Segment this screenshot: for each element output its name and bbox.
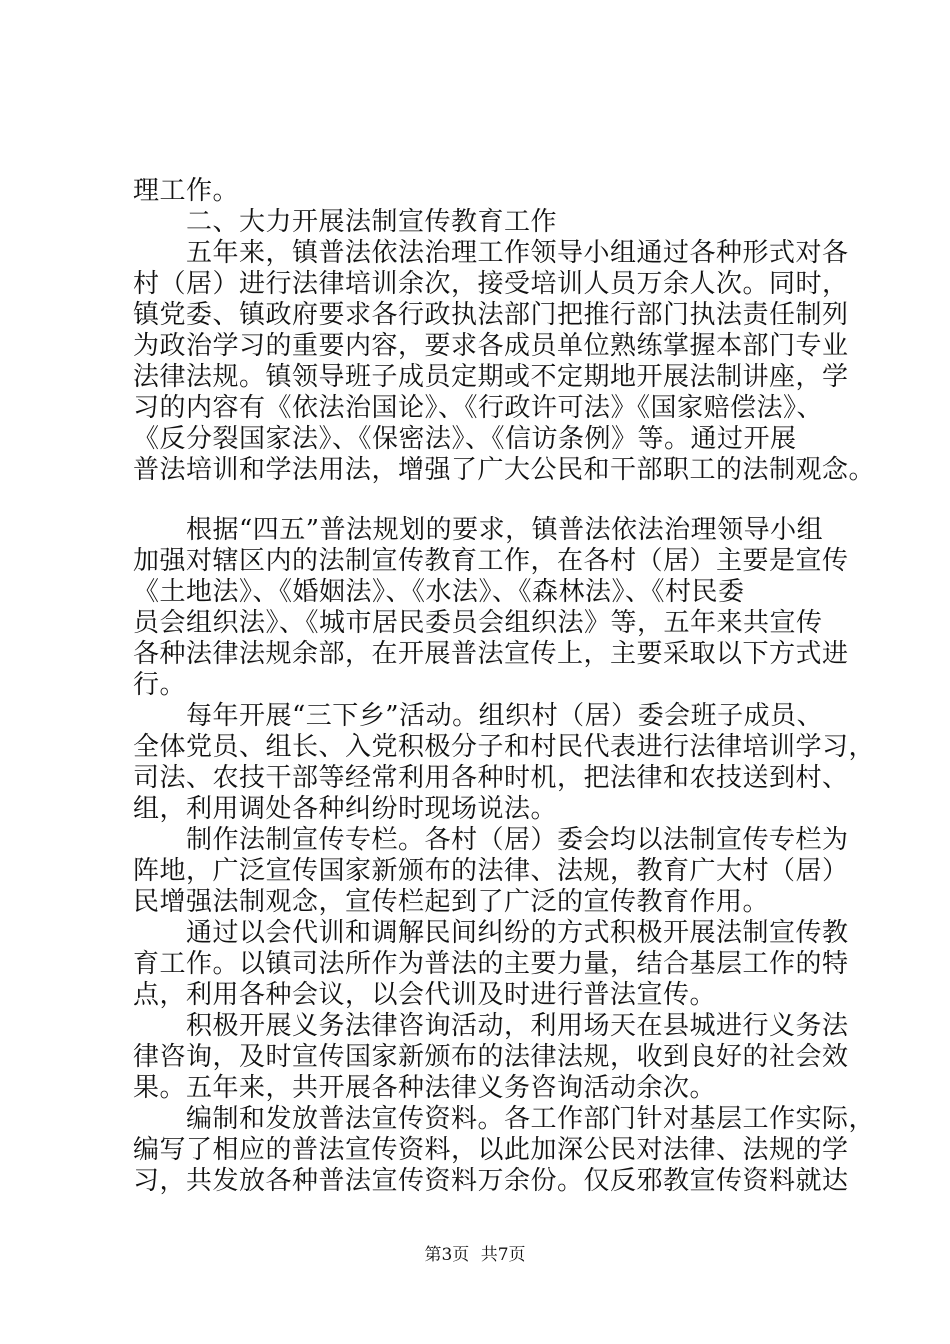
text-line: 员会组织法》、《城市居民委员会组织法》等，五年来共宣传 bbox=[133, 608, 823, 638]
text-line: 民增强法制观念，宣传栏起到了广泛的宣传教育作用。 bbox=[133, 887, 770, 917]
text-line: 理工作。 bbox=[133, 176, 240, 206]
text-line: 行。 bbox=[133, 670, 187, 700]
text-line: 制作法制宣传专栏。各村（居）委会均以法制宣传专栏为 bbox=[133, 825, 849, 855]
text-line: 律咨询，及时宣传国家新颁布的法律法规，收到良好的社会效 bbox=[133, 1042, 849, 1072]
text-line: 每年开展“三下乡”活动。组织村（居）委会班子成员、 bbox=[133, 701, 824, 731]
text-line: 通过以会代训和调解民间纠纷的方式积极开展法制宣传教 bbox=[133, 918, 849, 948]
text-line: 习，共发放各种普法宣传资料万余份。仅反邪教宣传资料就达 bbox=[133, 1166, 849, 1196]
page-footer bbox=[0, 1244, 950, 1266]
page-number: 第3页 bbox=[424, 1245, 470, 1265]
text-line: 全体党员、组长、入党积极分子和村民代表进行法律培训学习， bbox=[133, 732, 876, 762]
text-line: 为政治学习的重要内容，要求各成员单位熟练掌握本部门专业 bbox=[133, 331, 849, 361]
text-line: 各种法律法规余部，在开展普法宣传上，主要采取以下方式进 bbox=[133, 639, 849, 669]
text-line: 编写了相应的普法宣传资料，以此加深公民对法律、法规的学 bbox=[133, 1135, 849, 1165]
total-pages: 共7页 bbox=[480, 1245, 526, 1265]
text-line: 镇党委、镇政府要求各行政执法部门把推行部门执法责任制列 bbox=[133, 300, 849, 330]
text-line: 组，利用调处各种纠纷时现场说法。 bbox=[133, 794, 558, 824]
text-line: 积极开展义务法律咨询活动，利用场天在县城进行义务法 bbox=[133, 1011, 849, 1041]
text-line: 点，利用各种会议，以会代训及时进行普法宣传。 bbox=[133, 980, 717, 1010]
text-line: 司法、农技干部等经常利用各种时机，把法律和农技送到村、 bbox=[133, 763, 849, 793]
section-heading: 二、大力开展法制宣传教育工作 bbox=[133, 207, 558, 237]
text-line: 编制和发放普法宣传资料。各工作部门针对基层工作实际， bbox=[133, 1104, 876, 1134]
text-line: 五年来，镇普法依法治理工作领导小组通过各种形式对各 bbox=[133, 238, 849, 268]
text-line: 法律法规。镇领导班子成员定期或不定期地开展法制讲座，学 bbox=[133, 362, 849, 392]
text-line: 《反分裂国家法》、《保密法》、《信访条例》等。通过开展 bbox=[133, 424, 797, 454]
text-line: 加强对辖区内的法制宣传教育工作，在各村（居）主要是宣传 bbox=[133, 546, 849, 576]
text-line: 习的内容有《依法治国论》、《行政许可法》《国家赔偿法》、 bbox=[133, 393, 824, 423]
text-line: 村（居）进行法律培训余次，接受培训人员万余人次。同时， bbox=[133, 269, 849, 299]
text-line: 果。五年来，共开展各种法律义务咨询活动余次。 bbox=[133, 1073, 717, 1103]
text-line: 普法培训和学法用法，增强了广大公民和干部职工的法制观念。 bbox=[133, 455, 876, 485]
text-line: 育工作。以镇司法所作为普法的主要力量，结合基层工作的特 bbox=[133, 949, 849, 979]
text-line: 阵地，广泛宣传国家新颁布的法律、法规，教育广大村（居） bbox=[133, 856, 849, 886]
text-line: 《土地法》、《婚姻法》、《水法》、《森林法》、《村民委 bbox=[133, 577, 745, 607]
text-line: 根据“四五”普法规划的要求，镇普法依法治理领导小组 bbox=[133, 515, 824, 545]
